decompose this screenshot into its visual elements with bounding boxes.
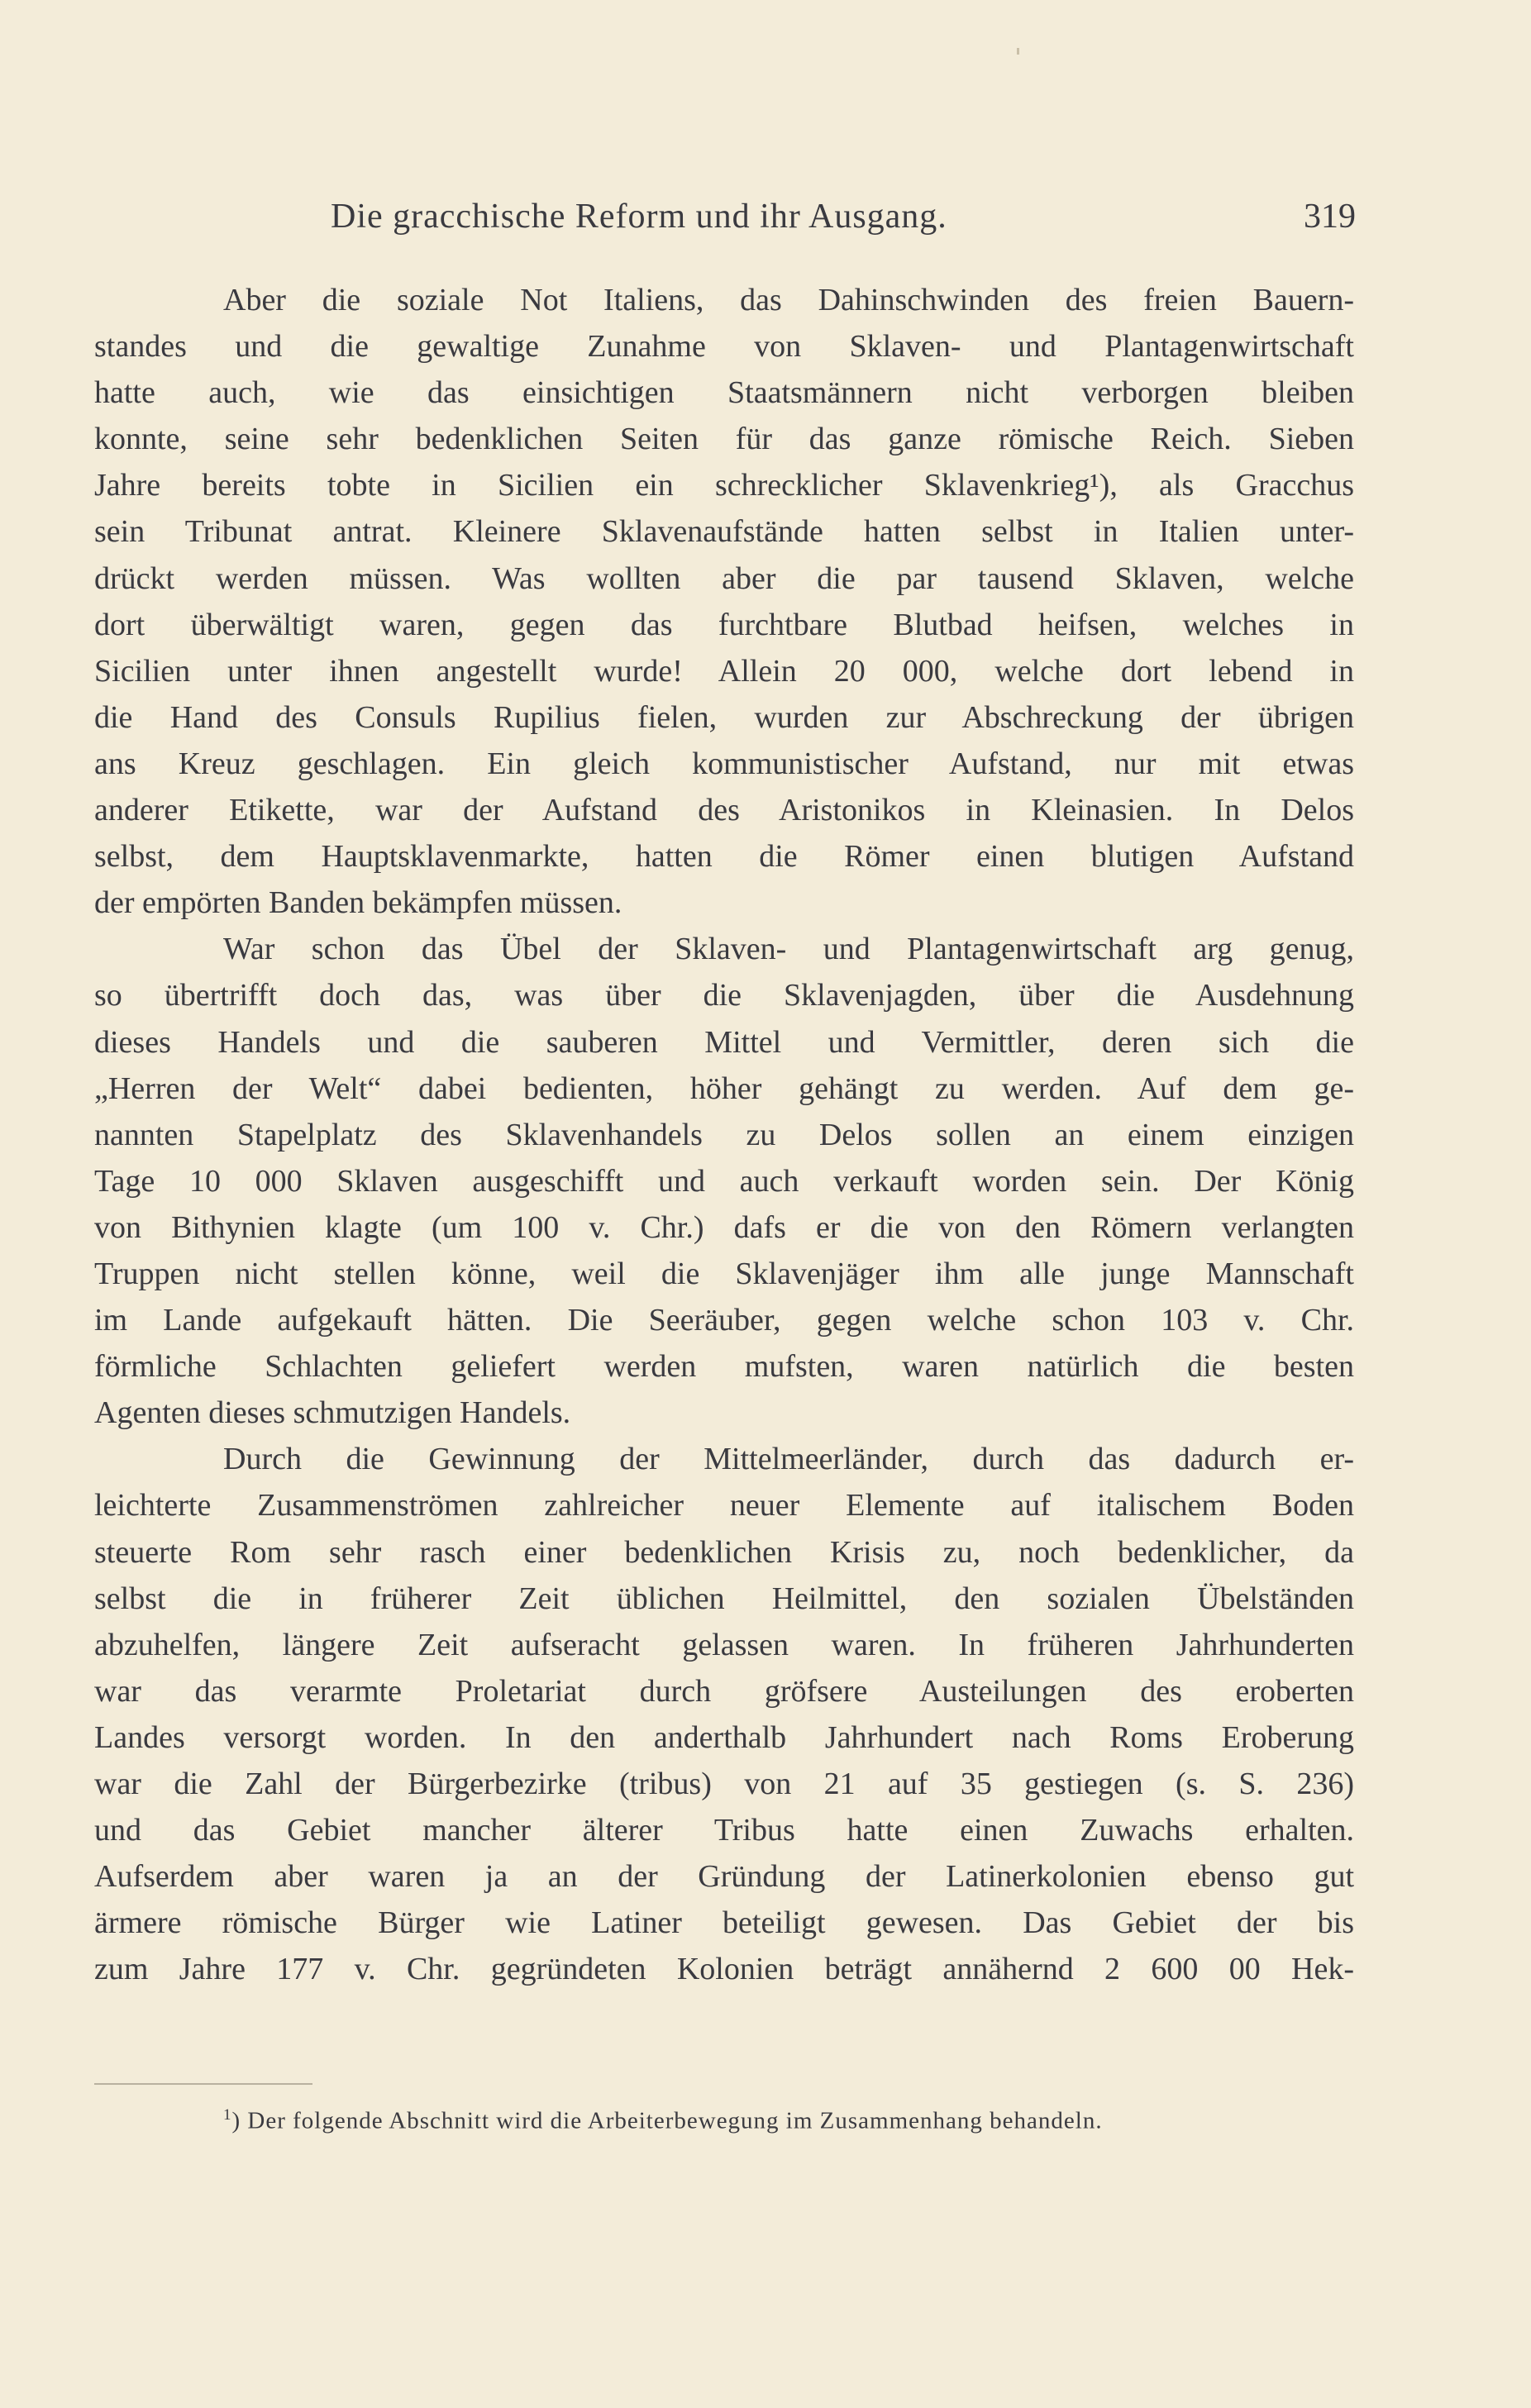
footnote-divider [94,2083,312,2085]
text-line: anderer Etikette, war der Aufstand des Aristonikos in Kleinasien. In Delos [94,793,1354,828]
text-line: konnte, seine sehr bedenklichen Seiten für das ganze römische Reich. Sieben [94,422,1354,457]
text-line: selbst die in früherer Zeit üblichen Heilmittel, den sozialen Übelständen [94,1581,1354,1616]
running-title: Die gracchische Reform und ihr Ausgang. [331,198,947,236]
text-line: standes und die gewaltige Zunahme von Sklaven- und Plantagenwirtschaft [94,329,1354,365]
text-line: selbst, dem Hauptsklavenmarkte, hatten die Römer einen blutigen Aufstand [94,839,1354,875]
text-line: dieses Handels und die sauberen Mittel und Vermittler, deren sich die [94,1024,1354,1060]
text-line: so übertrifft doch das, was über die Sklavenjagden, über die Ausdehnung [94,978,1354,1013]
text-line: War schon das Übel der Sklaven- und Plantagenwirtschaft arg genug, [223,932,1354,967]
text-line: Tage 10 000 Sklaven ausgeschifft und auch verkauft worden sein. Der König [94,1163,1354,1199]
footnote-marker-paren: ) [231,2107,241,2134]
text-line: war die Zahl der Bürgerbezirke (tribus) von 21 auf 35 gestiegen (s. S. 236) [94,1767,1354,1801]
text-line: ärmere römische Bürger wie Latiner beteiligt gewesen. Das Gebiet der bis [94,1905,1354,1941]
text-line: ans Kreuz geschlagen. Ein gleich kommunistischer Aufstand, nur mit etwas [94,746,1354,781]
body-text [94,277,1354,1992]
text-line: leichterte Zusammenströmen zahlreicher neuer Elemente auf italischem Boden [94,1488,1354,1523]
text-line: Sicilien unter ihnen angestellt wurde! Allein 20 000, welche dort lebend in [94,653,1354,689]
text-line: „Herren der Welt“ dabei bedienten, höher gehängt zu werden. Auf dem ge- [94,1070,1354,1106]
text-line: war das verarmte Proletariat durch gröfsere Austeilungen des eroberten [94,1673,1354,1709]
text-line: nannten Stapelplatz des Sklavenhandels zu Delos sollen an einem einzigen [94,1117,1354,1152]
text-line: sein Tribunat antrat. Kleinere Sklavenaufstände hatten selbst in Italien unter- [94,514,1354,550]
text-line: Agenten dieses schmutzigen Handels. [94,1395,571,1431]
text-line: die Hand des Consuls Rupilius fielen, wurden zur Abschreckung der übrigen [94,699,1354,735]
text-line: Aber die soziale Not Italiens, das Dahinschwinden des freien Bauern- [223,283,1354,317]
text-line: steuerte Rom sehr rasch einer bedenklichen Krisis zu, noch bedenklicher, da [94,1534,1354,1570]
page-number: 319 [1304,198,1356,236]
text-line: von Bithynien klagte (um 100 v. Chr.) dafs er die von den Römern verlangten [94,1209,1354,1245]
footnote-text: Der folgende Abschnitt wird die Arbeiterbewegung im Zusammenhang behandeln. [247,2107,1103,2134]
text-line: förmliche Schlachten geliefert werden mufsten, waren natürlich die besten [94,1349,1354,1385]
text-line: Landes versorgt worden. In den anderthalb Jahrhundert nach Roms Eroberung [94,1719,1354,1755]
text-line: hatte auch, wie das einsichtigen Staatsmännern nicht verborgen bleiben [94,375,1354,411]
page-header [331,197,1356,255]
text-line: und das Gebiet mancher älterer Tribus hatte einen Zuwachs erhalten. [94,1813,1354,1848]
page-speck [1017,48,1019,55]
text-line: Jahre bereits tobte in Sicilien ein schrecklicher Sklavenkrieg¹), als Gracchus [94,468,1354,503]
text-line: der empörten Banden bekämpfen müssen. [94,885,622,921]
text-line: im Lande aufgekauft hätten. Die Seeräuber, gegen welche schon 103 v. Chr. [94,1303,1354,1338]
text-line: Truppen nicht stellen könne, weil die Sklavenjäger ihm alle junge Mannschaft [94,1256,1354,1291]
text-line: abzuhelfen, längere Zeit aufseracht gelassen waren. In früheren Jahrhunderten [94,1627,1354,1662]
text-line: Aufserdem aber waren ja an der Gründung der Latinerkolonien ebenso gut [94,1859,1354,1895]
text-line: zum Jahre 177 v. Chr. gegründeten Kolonien beträgt annähernd 2 600 00 Hek- [94,1952,1354,1987]
text-line: Durch die Gewinnung der Mittelmeerländer, durch das dadurch er- [223,1442,1354,1477]
footnote [223,2106,1323,2135]
text-line: dort überwältigt waren, gegen das furchtbare Blutbad heifsen, welches in [94,607,1354,642]
footnote-marker: 1 [223,2106,232,2124]
text-line: drückt werden müssen. Was wollten aber die par tausend Sklaven, welche [94,560,1354,596]
